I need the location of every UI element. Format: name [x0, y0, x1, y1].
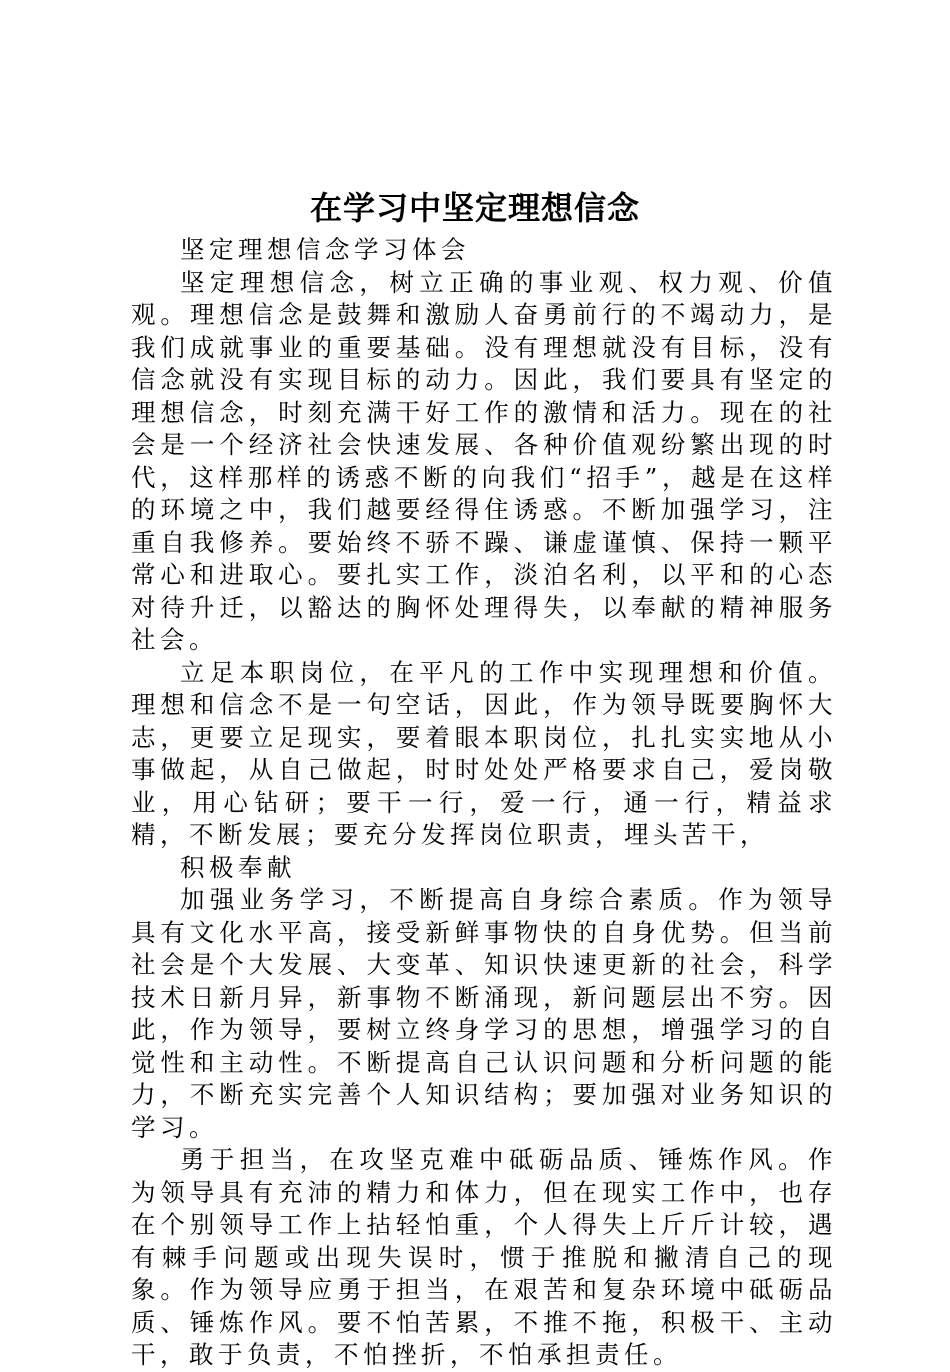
- paragraph: 坚定理想信念，树立正确的事业观、权力观、价值观。理想信念是鼓舞和激励人奋勇前行的不竭动力，是我们成就事业的重要基础。没有理想就没有目标，没有信念就没有实现目标的动力。因此，我们要具有坚定的理想信念，时刻充满干好工作的激情和活力。现在的社会是一个经济社会快速发展、各种价值观纷繁出现的时代，这样那样的诱惑不断的向我们“招手”，越是在这样的环境之中，我们越要经得住诱惑。不断加强学习，注重自我修养。要始终不骄不躁、谦虚谨慎、保持一颗平常心和进取心。要扎实工作，淡泊名利，以平和的心态对待升迁，以豁达的胸怀处理得失，以奉献的精神服务社会。: [131, 267, 837, 654]
- paragraph: 积极奉献: [180, 852, 296, 882]
- paragraph: 加强业务学习，不断提高自身综合素质。作为领导具有文化水平高，接受新鲜事物快的自身优势。但当前社会是个大发展、大变革、知识快速更新的社会，科学技术日新月异，新事物不断涌现，新问题层出不穷。因此，作为领导，要树立终身学习的思想，增强学习的自觉性和主动性。不断提高自己认识问题和分析问题的能力，不断充实完善个人知识结构；要加强对业务知识的学习。: [131, 885, 837, 1142]
- paragraph: 勇于担当，在攻坚克难中砥砺品质、锤炼作风。作为领导具有充沛的精力和体力，但在现实工作中，也存在个别领导工作上拈轻怕重，个人得失上斤斤计较，遇有棘手问题或出现失误时，惯于推脱和撇清自己的现象。作为领导应勇于担当，在艰苦和复杂环境中砥砺品质、锤炼作风。要不怕苦累，不推不拖，积极干、主动干，敢于负责，不怕挫折，不怕承担责任。: [131, 1145, 837, 1369]
- document-body: [131, 234, 837, 1372]
- paragraph: 立足本职岗位，在平凡的工作中实现理想和价值。理想和信念不是一句空话，因此，作为领导既要胸怀大志，更要立足现实，要着眼本职岗位，扎扎实实地从小事做起，从自己做起，时时处处严格要求自己，爱岗敬业，用心钻研；要干一行，爱一行，通一行，精益求精，不断发展；要充分发挥岗位职责，埋头苦干，: [131, 657, 837, 849]
- document-title: 在学习中坚定理想信念: [309, 189, 640, 227]
- paragraph-subtitle: 坚定理想信念学习体会: [180, 235, 470, 264]
